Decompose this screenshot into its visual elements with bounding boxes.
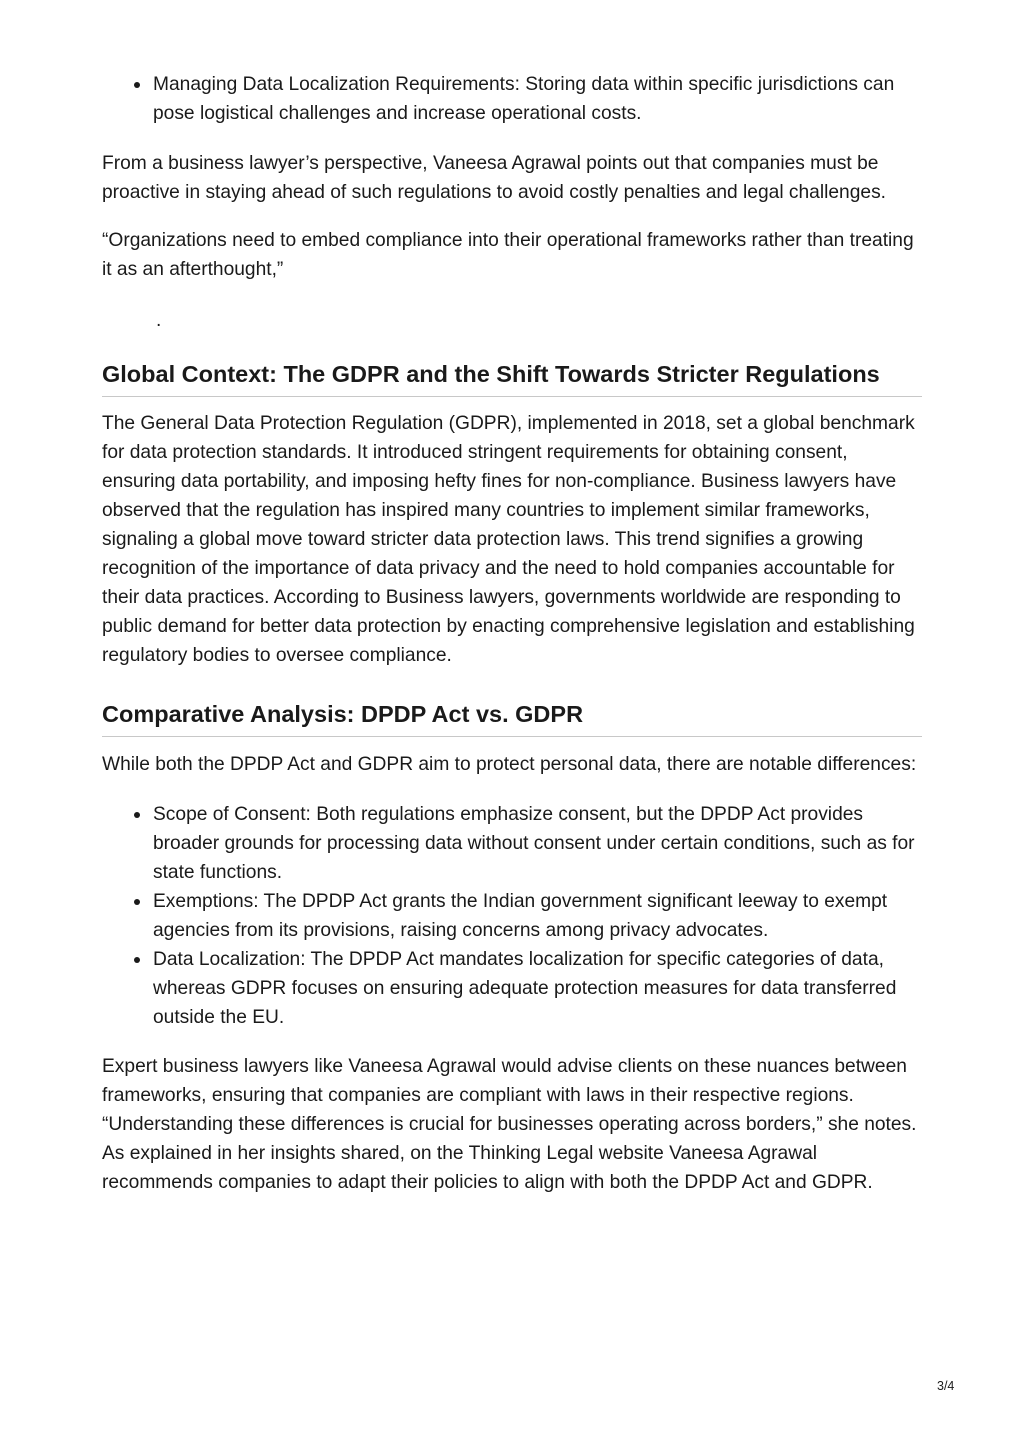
lawyer-perspective-paragraph: From a business lawyer’s perspective, Vaneesa Agrawal points out that companies must be proactive in staying ahead of such regulations to avoid costly penalties and legal challenges. bbox=[102, 153, 886, 203]
comparison-bullet-list bbox=[102, 800, 922, 1032]
comparison-closing-paragraph: Expert business lawyers like Vaneesa Agrawal would advise clients on these nuances between frameworks, ensuring that companies are compliant with laws in their respective regions. “Understanding these differences is crucial for businesses operating across borders,” she notes. As explained in her insights shared, on the Thinking Legal website Vaneesa Agrawal recommends companies to adapt their policies to align with both the DPDP Act and GDPR. bbox=[102, 1056, 917, 1193]
document-page bbox=[102, 70, 922, 1197]
gdpr-section-body: The General Data Protection Regulation (GDPR), implemented in 2018, set a global benchmark for data protection standards. It introduced stringent requirements for obtaining consent, ensuring data portability, and imposing hefty fines for non-compliance. Business lawyers have observed that the regulation has inspired many countries to implement similar frameworks, signaling a global move toward stricter data protection laws. This trend signifies a growing recognition of the importance of data privacy and the need to hold companies accountable for their data practices. According to Business lawyers, governments worldwide are responding to public demand for better data protection by enacting comprehensive legislation and establishing regulatory bodies to oversee compliance. bbox=[102, 413, 915, 666]
comparison-intro: While both the DPDP Act and GDPR aim to protect personal data, there are notable differences: bbox=[102, 754, 917, 775]
stray-dot: . bbox=[156, 310, 162, 331]
gdpr-section-heading: Global Context: The GDPR and the Shift Towards Stricter Regulations bbox=[102, 358, 922, 397]
top-bullet-list bbox=[102, 70, 922, 128]
list-item: Scope of Consent: Both regulations emphasize consent, but the DPDP Act provides broader grounds for processing data without consent under certain conditions, such as for state functions. bbox=[153, 800, 922, 887]
list-item: Exemptions: The DPDP Act grants the Indian government significant leeway to exempt agencies from its provisions, raising concerns among privacy advocates. bbox=[153, 887, 922, 945]
list-item: Managing Data Localization Requirements: Storing data within specific jurisdictions can pose logistical challenges and increase operational costs. bbox=[153, 70, 922, 128]
list-item: Data Localization: The DPDP Act mandates localization for specific categories of data, whereas GDPR focuses on ensuring adequate protection measures for data transferred outside the EU. bbox=[153, 945, 922, 1032]
comparison-section-heading: Comparative Analysis: DPDP Act vs. GDPR bbox=[102, 698, 922, 737]
page-number: 3/4 bbox=[937, 1379, 955, 1393]
quote-paragraph: “Organizations need to embed compliance into their operational frameworks rather than treating it as an afterthought,” bbox=[102, 230, 914, 280]
